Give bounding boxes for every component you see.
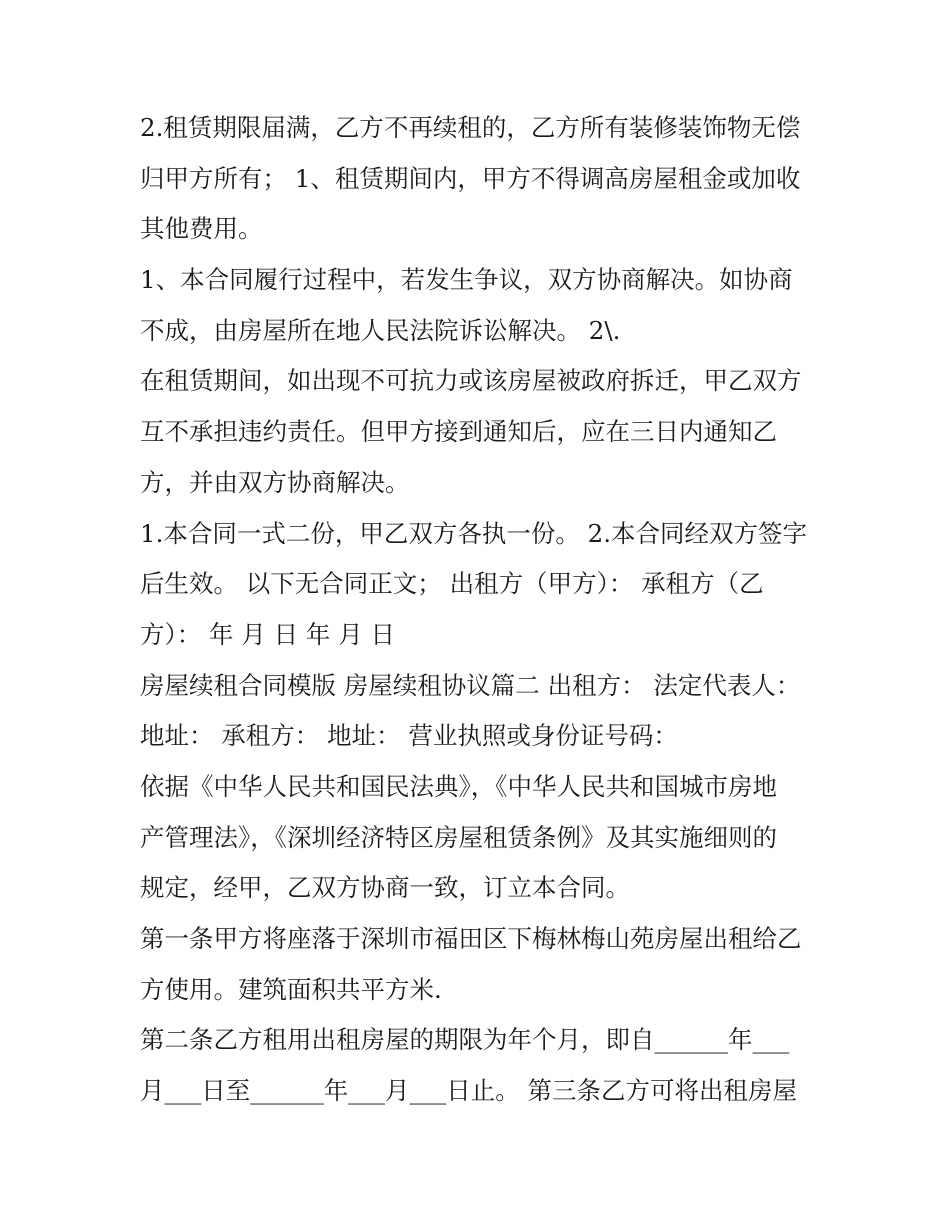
- text-line: 其他费用。: [140, 214, 263, 244]
- document-body: [140, 103, 840, 1117]
- text-line: 在租赁期间，如出现不可抗力或该房屋被政府拆迁，甲乙双方: [140, 366, 802, 396]
- text-line: 地址： 承租方： 地址： 营业执照或身份证号码：: [140, 721, 678, 751]
- text-line: 互不承担违约责任。但甲方接到通知后，应在三日内通知乙: [140, 417, 777, 447]
- text-line: 方使用。建筑面积共平方米.: [140, 974, 442, 1004]
- text-line: 产管理法》，《深圳经济特区房屋租赁条例》及其实施细则的: [140, 822, 777, 852]
- text-line: 归甲方所有； 1、租赁期间内，甲方不得调高房屋租金或加收: [140, 163, 801, 193]
- text-line: 规定，经甲，乙双方协商一致，订立本合同。: [140, 873, 630, 903]
- text-line: 依据《中华人民共和国民法典》，《中华人民共和国城市房地: [140, 771, 777, 801]
- text-line: 方）： 年 月 日 年 月 日: [140, 619, 395, 649]
- text-line: 房屋续租合同模版 房屋续租协议篇二 出租方： 法定代表人：: [140, 670, 801, 700]
- text-line: 月___日至______年___月___日止。 第三条乙方可将出租房屋: [140, 1076, 798, 1106]
- text-line: 1、本合同履行过程中，若发生争议，双方协商解决。如协商: [140, 265, 793, 295]
- text-line: 后生效。 以下无合同正文； 出租方（甲方）： 承租方（乙: [140, 569, 764, 599]
- text-line: 方，并由双方协商解决。: [140, 467, 410, 497]
- text-line: 第二条乙方租用出租房屋的期限为年个月，即自______年___: [140, 1025, 790, 1055]
- text-line: 第一条甲方将座落于深圳市福田区下梅林梅山苑房屋出租给乙: [140, 924, 802, 953]
- text-line: 1.本合同一式二份，甲乙双方各执一份。 2.本合同经双方签字: [140, 518, 808, 548]
- text-line: 2.租赁期限届满，乙方不再续租的，乙方所有装修装饰物无偿: [140, 113, 801, 142]
- text-line: 不成，由房屋所在地人民法院诉讼解决。 2\.: [140, 315, 621, 345]
